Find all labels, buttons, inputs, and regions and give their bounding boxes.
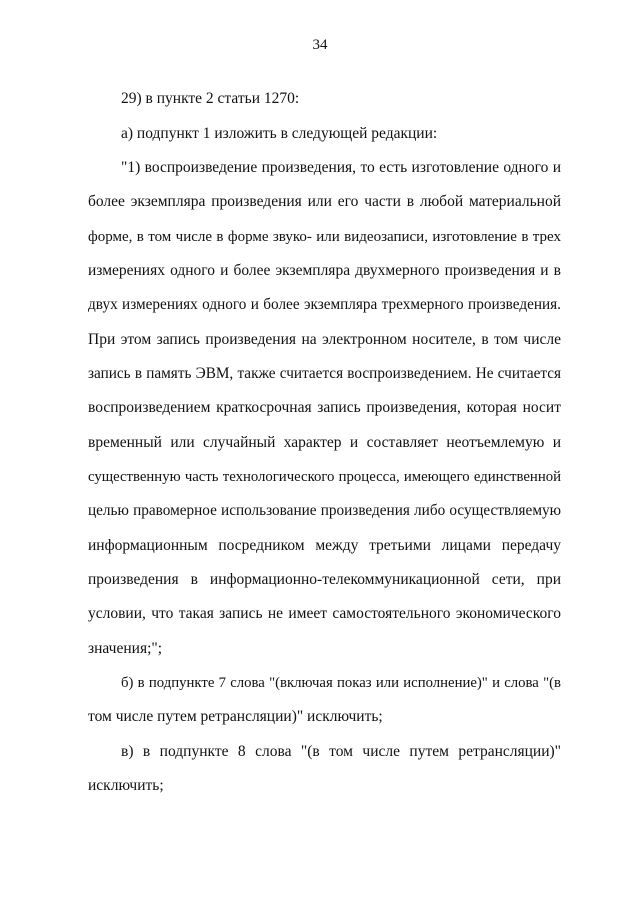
text-line: в) в подпункте 8 слова "(в том числе путем ретрансляции)": [121, 743, 561, 760]
text-line: значения;";: [88, 640, 163, 657]
text-line: условии, что такая запись не имеет самостоятельного экономического: [88, 605, 561, 622]
page-number: 34: [312, 37, 328, 53]
text-line: "1) воспроизведение произведения, то есть изготовление одного и: [121, 159, 561, 176]
text-line: б) в подпункте 7 слова "(включая показ или исполнение)" и слова "(в: [121, 675, 561, 691]
text-line: существенную часть технологического процесса, имеющего единственной: [88, 469, 561, 485]
text-line: более экземпляра произведения или его части в любой материальной: [88, 193, 561, 210]
text-line: форме, в том числе в форме звуко- или видеозаписи, изготовление в трех: [88, 229, 561, 245]
text-line: запись в память ЭВМ, также считается воспроизведением. Не считается: [88, 365, 561, 382]
text-line: том числе путем ретрансляции)" исключить;: [88, 708, 383, 725]
text-line: а) подпункт 1 изложить в следующей редакции:: [121, 125, 438, 142]
text-line: измерениях одного и более экземпляра двухмерного произведения и в: [88, 262, 561, 279]
text-line: 29) в пункте 2 статьи 1270:: [121, 90, 300, 107]
text-line: временный или случайный характер и составляет неотъемлемую и: [88, 434, 561, 451]
text-line: При этом запись произведения на электронном носителе, в том числе: [88, 331, 561, 348]
text-line: двух измерениях одного и более экземпляра трехмерного произведения.: [88, 296, 561, 313]
text-line: воспроизведением краткосрочная запись произведения, которая носит: [88, 399, 561, 416]
text-line: произведения в информационно-телекоммуникационной сети, при: [88, 571, 561, 588]
text-line: информационным посредником между третьими лицами передачу: [88, 537, 561, 554]
text-line: исключить;: [88, 777, 164, 794]
text-line: целью правомерное использование произведения либо осуществляемую: [88, 502, 561, 519]
